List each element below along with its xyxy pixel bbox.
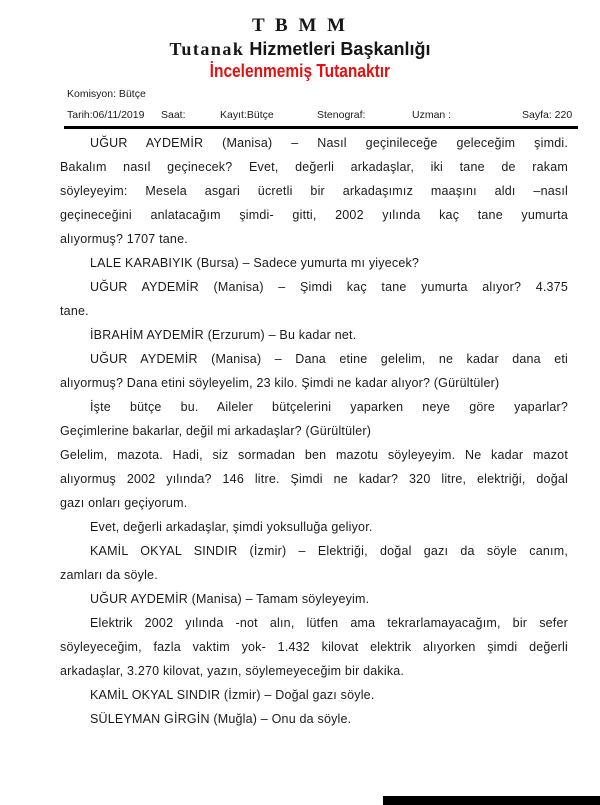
transcript-line: UĞUR AYDEMİR (Manisa) – Dana etine gelelim, ne kadar dana eti <box>90 352 568 366</box>
transcript-line: zamları da söyle. <box>60 568 158 582</box>
scan-artifact-bar <box>383 796 600 805</box>
transcript-line: tane. <box>60 304 89 318</box>
transcript-line: gazı onları geçiyorum. <box>60 496 188 510</box>
department-title-serif: Tutanak <box>169 39 245 59</box>
department-title <box>0 39 600 60</box>
info-komisyon: Komisyon: Bütçe <box>67 88 146 100</box>
status-title-text: İncelenmemiş Tutanaktır <box>209 61 391 81</box>
transcript-line: alıyormuş? 1707 tane. <box>60 232 188 246</box>
page-header <box>0 0 600 82</box>
organization-title: T B M M <box>251 15 349 36</box>
transcript-line: KAMİL OKYAL SINDIR (İzmir) – Elektriği, doğal gazı da söyle canım, <box>90 544 568 558</box>
transcript-line: Geçimlerine bakarlar, değil mi arkadaşlar? (Gürültüler) <box>60 424 372 438</box>
info-uzman: Uzman : <box>412 109 452 121</box>
transcript-line: Elektrik 2002 yılında -not alın, lütfen ama tekrarlamayacağım, bir sefer <box>90 616 568 630</box>
transcript-line: geçineceğini anlatacağım şimdi- gitti, 2002 yılında kaç tane yumurta <box>60 208 568 222</box>
transcript-body <box>60 131 568 731</box>
transcript-line: alıyormuş 2002 yılında? 146 litre. Şimdi ne kadar? 320 litre, elektriği, doğal <box>60 472 568 486</box>
transcript-line: Evet, değerli arkadaşlar, şimdi yoksulluğa geliyor. <box>90 520 373 534</box>
transcript-line: söyleyeyim: Mesela asgari ücretli bir arkadaşımız maaşını aldı –nasıl <box>60 184 568 198</box>
transcript-line: UĞUR AYDEMİR (Manisa) – Tamam söyleyeyim. <box>90 592 370 606</box>
transcript-line: arkadaşlar, 3.270 kilovat, yazın, söylemeyeceğim bir dakika. <box>60 664 405 678</box>
header-divider-rule <box>64 126 578 129</box>
info-stenograf: Stenograf: <box>317 109 366 121</box>
transcript-line: İBRAHİM AYDEMİR (Erzurum) – Bu kadar net. <box>90 328 357 342</box>
transcript-line: İşte bütçe bu. Aileler bütçelerini yaparken neye göre yaparlar? <box>90 400 568 414</box>
transcript-line: alıyormuş? Dana etini söyleyelim, 23 kilo. Şimdi ne kadar alıyor? (Gürültüler) <box>60 376 500 390</box>
transcript-line: Gelelim, mazota. Hadi, siz sormadan ben mazotu söyleyeyim. Ne kadar mazot <box>60 448 568 462</box>
transcript-line: UĞUR AYDEMİR (Manisa) – Şimdi kaç tane yumurta alıyor? 4.375 <box>90 280 568 294</box>
transcript-line: söyleyeceğim, fazla vaktim yok- 1.432 kilovat elektrik alıyorken şimdi değerli <box>60 640 568 654</box>
transcript-line: Bakalım nasıl geçinecek? Evet, değerli arkadaşlar, iki tane de rakam <box>60 160 568 174</box>
info-saat: Saat: <box>161 109 186 121</box>
info-tarih: Tarih:06/11/2019 <box>67 109 145 121</box>
status-title <box>0 61 600 82</box>
transcript-line: UĞUR AYDEMİR (Manisa) – Nasıl geçinileceğe geleceğim şimdi. <box>90 136 568 150</box>
transcript-line: SÜLEYMAN GİRGİN (Muğla) – Onu da söyle. <box>90 712 352 726</box>
transcript-line: LALE KARABIYIK (Bursa) – Sadece yumurta mı yiyecek? <box>90 256 420 270</box>
info-sayfa: Sayfa: 220 <box>522 109 573 121</box>
info-kayit: Kayıt:Bütçe <box>220 109 274 121</box>
department-title-sans: Hizmetleri Başkanlığı <box>244 39 431 59</box>
transcript-line: KAMİL OKYAL SINDIR (İzmir) – Doğal gazı söyle. <box>90 688 375 702</box>
